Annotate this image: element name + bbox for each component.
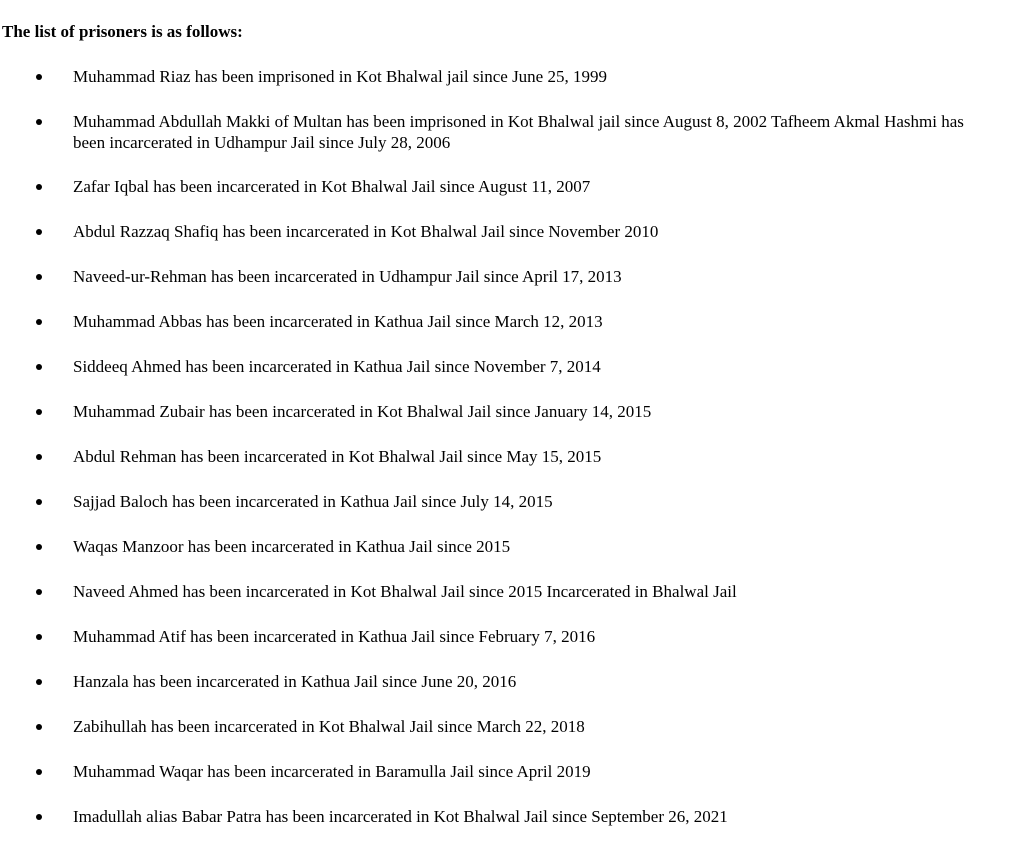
list-item-text: Abdul Razzaq Shafiq has been incarcerated in Kot Bhalwal Jail since November 2010 [73,222,659,241]
bullet-icon [36,454,42,460]
list-heading: The list of prisoners is as follows: [2,22,243,41]
list-item-text: Naveed-ur-Rehman has been incarcerated in Udhampur Jail since April 17, 2013 [73,267,622,286]
list-item-text: Muhammad Zubair has been incarcerated in Kot Bhalwal Jail since January 14, 2015 [73,402,652,421]
bullet-icon [36,274,42,280]
bullet-icon [36,319,42,325]
bullet-icon [36,364,42,370]
list-item-text: Abdul Rehman has been incarcerated in Kot Bhalwal Jail since May 15, 2015 [73,447,602,466]
bullet-icon [36,119,42,125]
bullet-icon [36,544,42,550]
bullet-icon [36,74,42,80]
list-item-text: Muhammad Atif has been incarcerated in Kathua Jail since February 7, 2016 [73,627,596,646]
bullet-icon [36,814,42,820]
list-item-text: Naveed Ahmed has been incarcerated in Kot Bhalwal Jail since 2015 Incarcerated in Bhalwal Jail [73,582,737,601]
list-item-text: Zabihullah has been incarcerated in Kot Bhalwal Jail since March 22, 2018 [73,717,585,736]
bullet-icon [36,589,42,595]
bullet-icon [36,724,42,730]
bullet-icon [36,409,42,415]
list-item-text: Hanzala has been incarcerated in Kathua Jail since June 20, 2016 [73,672,517,691]
list-item-text: Muhammad Waqar has been incarcerated in Baramulla Jail since April 2019 [73,762,591,781]
list-item-text: Muhammad Abbas has been incarcerated in Kathua Jail since March 12, 2013 [73,312,603,331]
list-item-text: Muhammad Abdullah Makki of Multan has been imprisoned in Kot Bhalwal jail since August 8, 2002 Tafheem Akmal Hashmi has been incarcerated in Udhampur Jail since July 28, 2006 [73,112,964,152]
list-item-text: Sajjad Baloch has been incarcerated in Kathua Jail since July 14, 2015 [73,492,553,511]
bullet-icon [36,679,42,685]
bullet-icon [36,184,42,190]
list-item-text: Zafar Iqbal has been incarcerated in Kot Bhalwal Jail since August 11, 2007 [73,177,591,196]
list-item-text: Muhammad Riaz has been imprisoned in Kot Bhalwal jail since June 25, 1999 [73,67,607,86]
bullet-icon [36,229,42,235]
list-item-text: Waqas Manzoor has been incarcerated in Kathua Jail since 2015 [73,537,511,556]
bullet-icon [36,499,42,505]
list-item-text: Imadullah alias Babar Patra has been incarcerated in Kot Bhalwal Jail since September 26, 2021 [73,807,728,826]
list-item-text: Siddeeq Ahmed has been incarcerated in Kathua Jail since November 7, 2014 [73,357,601,376]
bullet-icon [36,769,42,775]
bullet-icon [36,634,42,640]
